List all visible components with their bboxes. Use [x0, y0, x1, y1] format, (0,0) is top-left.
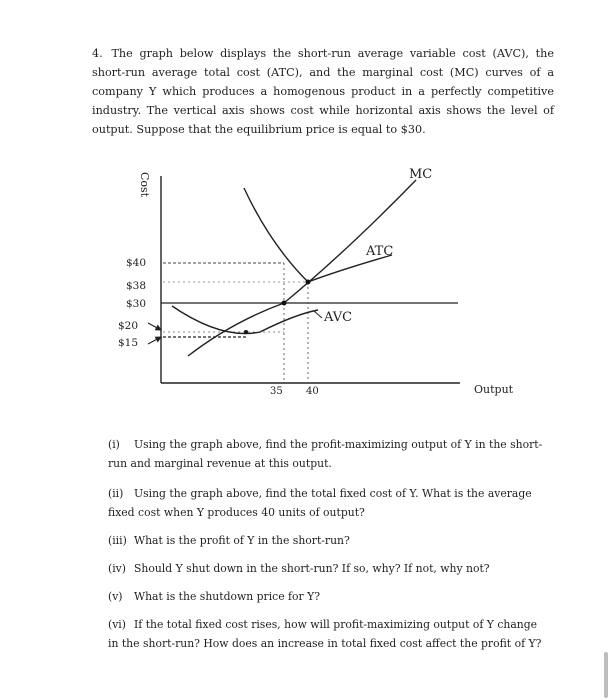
x-tick-35: 35 — [270, 386, 283, 397]
avc-label-pointer — [314, 311, 322, 318]
x-axis-label: Output — [474, 383, 514, 396]
y-axis-label: Cost — [138, 172, 151, 198]
y-tick-20: $20 — [118, 320, 139, 332]
subquestion-text: What is the profit of Y in the short-run? — [134, 534, 350, 547]
subquestion-1 — [108, 436, 548, 473]
subquestion-text: Using the graph above, find the profit-maximizing output of Y in the short-run and marginal revenue at this output. — [108, 438, 543, 470]
subquestion-5 — [108, 588, 548, 607]
subquestion-number: (v) — [108, 590, 123, 603]
point-avc-min — [244, 330, 248, 334]
subquestion-text: If the total fixed cost rises, how will profit-maximizing output of Y change in the short-run? How does an increase in total fixed cost affect the profit of Y? — [108, 618, 542, 650]
subquestion-text: Using the graph above, find the total fixed cost of Y. What is the average fixed cost when Y produces 40 units of output? — [108, 487, 532, 519]
subquestion-number: (iv) — [108, 562, 126, 575]
subquestion-number: (vi) — [108, 618, 126, 631]
y-tick-38: $38 — [126, 280, 147, 292]
subquestion-3 — [108, 532, 548, 551]
mc-curve — [188, 180, 416, 356]
mc-label: MC — [409, 167, 433, 182]
avc-label: AVC — [324, 310, 353, 325]
subquestion-4 — [108, 560, 548, 579]
subquestion-text: What is the shutdown price for Y? — [134, 590, 321, 603]
x-tick-40: 40 — [306, 386, 319, 397]
arrow-20 — [148, 323, 161, 330]
question-body: The graph below displays the short-run average variable cost (AVC), the short-run average total cost (ATC), and the marginal cost (MC) curves of a company Y which produces a homogenous product in a perfectly competitive industry. The vertical axis shows cost while horizontal axis shows the level of output. Suppose that the equilibrium price is equal to $30. — [92, 47, 554, 136]
point-profit-max — [282, 301, 287, 306]
y-tick-40: $40 — [126, 257, 147, 269]
atc-label: ATC — [366, 244, 394, 259]
subquestion-6 — [108, 616, 548, 653]
atc-curve — [244, 188, 392, 282]
question-number: 4. — [92, 47, 103, 60]
scrollbar[interactable] — [604, 652, 608, 698]
subquestion-text: Should Y shut down in the short-run? If so, why? If not, why not? — [134, 562, 490, 575]
y-tick-15: $15 — [118, 337, 139, 349]
y-tick-30: $30 — [126, 298, 147, 310]
subquestion-number: (ii) — [108, 487, 124, 500]
subquestion-number: (i) — [108, 438, 120, 451]
point-atc-min — [306, 280, 311, 285]
arrow-15 — [148, 337, 161, 344]
subquestion-number: (iii) — [108, 534, 127, 547]
subquestion-2 — [108, 485, 548, 522]
